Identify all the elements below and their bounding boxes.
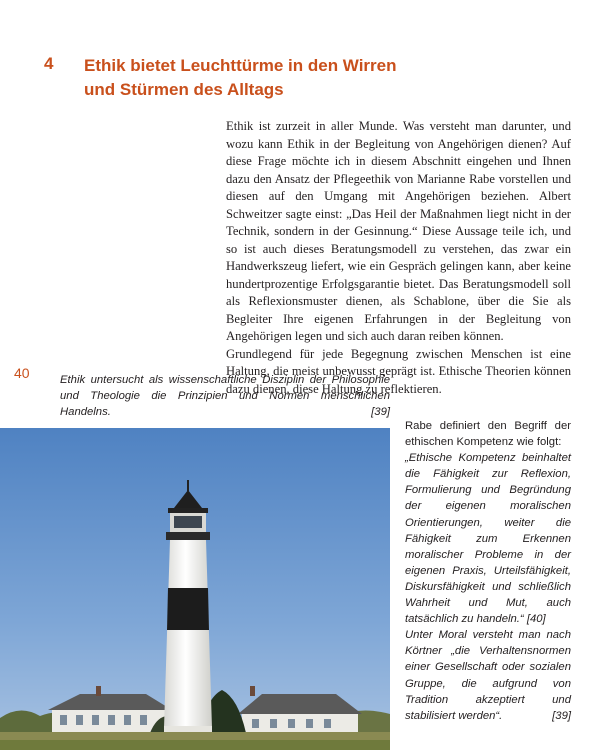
page-number: 40 bbox=[14, 365, 30, 381]
moral-definition bbox=[405, 627, 571, 724]
definition-quote-reference: [39] bbox=[371, 406, 390, 418]
chapter-number: 4 bbox=[44, 54, 54, 73]
moral-definition-reference: [39] bbox=[552, 709, 571, 722]
chapter-title-line-1: Ethik bietet Leuchttürme in den Wirren bbox=[84, 56, 397, 75]
sidebar-intro: Rabe definiert den Begriff der ethischen Kompetenz wie folgt: bbox=[405, 420, 571, 449]
sidebar-text bbox=[405, 418, 571, 724]
definition-quote-text: Ethik untersucht als wissenschaftliche Disziplin der Philosophie und Theologie die Prinzipien und Normen menschlichen Handelns. bbox=[60, 374, 390, 418]
body-paragraph-2: Grundlegend für jede Begegnung zwischen Menschen ist eine Haltung, die meist unbewusst geprägt ist. Ethische Theorien können dazu dienen, diese Haltung zu reflektieren. bbox=[226, 346, 571, 396]
chapter-title-line-2: und Stürmen des Alltags bbox=[84, 80, 284, 99]
chapter-title bbox=[84, 54, 414, 102]
definition-quote bbox=[60, 372, 390, 420]
body-text bbox=[226, 118, 571, 398]
body-paragraph-1: Ethik ist zurzeit in aller Munde. Was versteht man darunter, und wozu kann Ethik in der Begleitung von Angehörigen dienen? Auf diese Frage möchte ich in diesem Abschnitt eingehen und Ihnen dazu den Ansatz der Pflegeethik von Marianne Rabe vorstellen und diesen auf den Umgang mit Angehörigen beziehen. Albert Schweitzer sagte einst: „Das Heil der Maßnahmen liegt nicht in der Technik, sondern in der Gesinnung.“ Diese Aussage teile ich, und so ist auch dieses Beratungsmodell zu verstehen, das zwar ein Handwerkszeug liefert, wie ein Gespräch gelingen kann, aber keine hundertprozentige Erfolgsgarantie bietet. Das Beratungsmodell soll als Reflexionsmuster dienen, als Schablone, über die Sie als Begleiter Ihre eigenen Erfahrungen in der Begleitung von Angehörigen legen und sich auch daran reiben können. bbox=[226, 119, 571, 343]
lighthouse-photo bbox=[0, 428, 390, 750]
competence-quote: „Ethische Kompetenz beinhaltet die Fähigkeit zur Reflexion, Formulierung und Begründung der eigenen moralischen Orientierungen, weiter die Fähigkeit zum Erkennen moralischer Probleme in der eigenen Praxis, Urteilsfähigkeit, Diskursfähigkeit und schließlich Wahrheit und Mut, auch tatsächlich zu handeln.“ [40] bbox=[405, 452, 571, 626]
moral-definition-text: Unter Moral versteht man nach Körtner „die Verhaltensnormen einer Gesellschaft oder sozialen Gruppe, die aufgrund von Tradition akzeptiert und stabilisiert werden“. bbox=[405, 629, 571, 722]
